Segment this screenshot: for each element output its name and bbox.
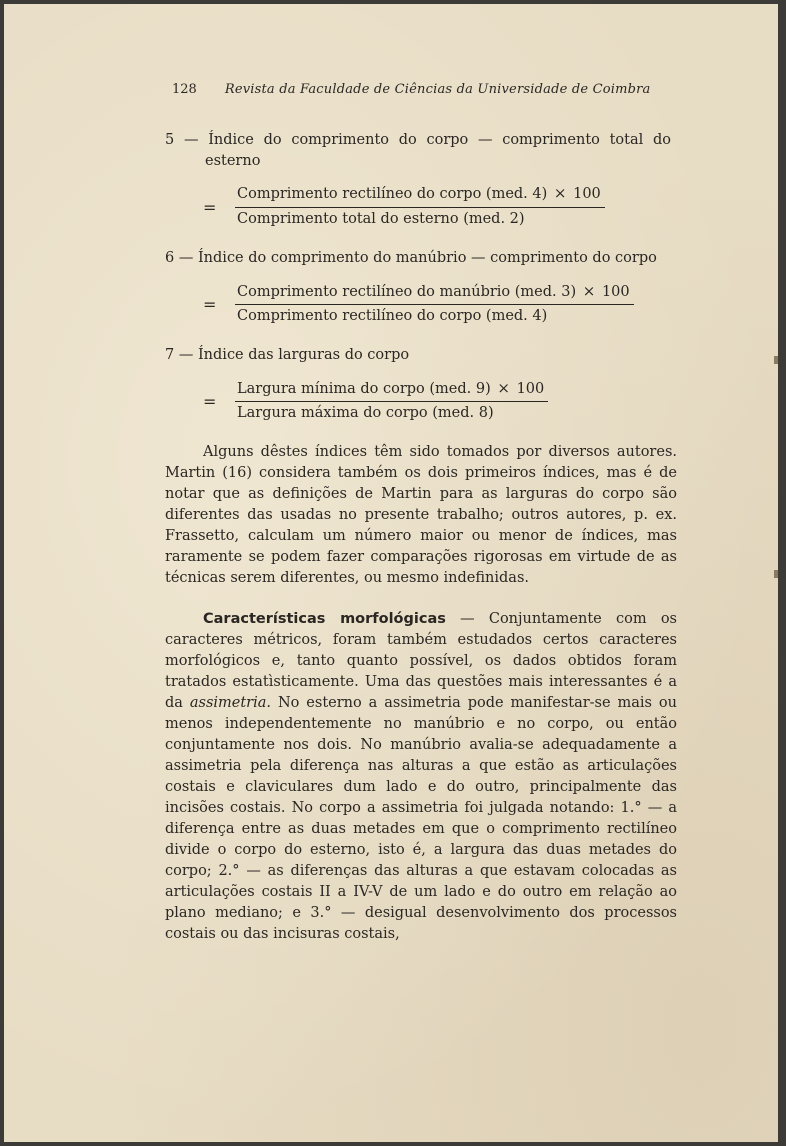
item-title-text: — Índice do comprimento do corpo — comprimento total do esterno — [183, 132, 671, 169]
item-title-text: — Índice das larguras do corpo — [178, 346, 410, 363]
index-item-5 — [165, 130, 677, 230]
index-item-title — [165, 345, 677, 366]
fraction-numerator — [235, 281, 634, 306]
italic-term: assimetria. — [189, 695, 272, 712]
index-item-title — [165, 130, 677, 171]
equals-sign: = — [203, 392, 217, 412]
times-sign: × — [497, 378, 510, 397]
section-heading: Características morfológicas — [203, 611, 446, 628]
page-body — [165, 130, 677, 945]
paragraph-text: — Conjuntamente com os caracteres métricos, foram também estudados certos caracteres morfológicos e, tanto quanto possível, os dados obtidos foram tratados estatìsticamente. Uma das questões mais interessantes é a da — [165, 611, 678, 712]
index-item-7 — [165, 345, 677, 424]
item-number: 6 — [165, 249, 175, 266]
fraction-denominator: Comprimento total do esterno (med. 2) — [237, 211, 525, 228]
numerator-text: Comprimento rectilíneo do corpo (med. 4) — [237, 186, 548, 203]
factor: 100 — [516, 380, 545, 397]
document-page — [4, 4, 778, 1142]
item-title-text: — Índice do comprimento do manúbrio — comprimento do corpo — [178, 249, 657, 266]
fraction — [235, 183, 605, 229]
running-header — [172, 82, 651, 97]
index-formula — [203, 378, 677, 424]
fraction-denominator: Largura máxima do corpo (med. 8) — [237, 405, 494, 422]
numerator-text: Largura mínima do corpo (med. 9) — [237, 380, 491, 397]
index-item-title — [165, 248, 677, 269]
journal-title: Revista da Faculdade de Ciências da Universidade de Coimbra — [224, 82, 651, 97]
factor: 100 — [573, 186, 601, 203]
factor: 100 — [601, 283, 630, 300]
times-sign: × — [553, 184, 567, 203]
equals-sign: = — [203, 295, 217, 315]
times-sign: × — [582, 281, 596, 300]
item-number: 7 — [165, 346, 175, 363]
fraction-denominator: Comprimento rectilíneo do corpo (med. 4) — [237, 308, 548, 325]
body-paragraph-morphology — [165, 609, 677, 945]
numerator-text: Comprimento rectilíneo do manúbrio (med. 3) — [237, 283, 577, 300]
body-paragraph-indices: Alguns dêstes índices têm sido tomados por diversos autores. Martin (16) considera também os dois primeiros índices, mas é de notar que as definições de Martin para as larguras do corpo são diferentes das usadas no presente trabalho; outros autores, p. ex. Frassetto, calculam um número maior ou menor de índices, mas raramente se podem fazer comparações rigorosas em virtude de as técnicas serem diferentes, ou mesmo indefinidas. — [165, 444, 677, 587]
page-number: 128 — [172, 82, 197, 97]
page-edge-mark — [774, 570, 778, 578]
paragraph-text: No esterno a assimetria pode manifestar-se mais ou menos independentemente no manúbrio e no corpo, ou então conjuntamente nos dois. No manúbrio avalia-se adequadamente a assimetria pela diferença nas alturas a que estão as articulações costais e claviculares dum lado e do outro, principalmente das incisões costais. No corpo a assimetria foi julgada notando: 1.° — a diferença entre as duas metades em que o comprimento rectilíneo divide o corpo do esterno, isto é, a largura das duas metades do corpo; 2.° — as diferenças das alturas a que estavam colocadas as articulações costais II a IV-V de um lado e do outro em relação ao plano mediano; e 3.° — desigual desenvolvimento dos processos costais ou das incisuras costais, — [165, 695, 677, 943]
index-formula — [203, 183, 677, 229]
index-formula — [203, 281, 677, 327]
index-item-6 — [165, 248, 677, 327]
fraction — [235, 378, 548, 424]
fraction-numerator — [235, 378, 548, 403]
equals-sign: = — [203, 198, 217, 218]
page-edge-mark — [774, 356, 778, 364]
item-number: 5 — [165, 132, 175, 148]
fraction — [235, 281, 634, 327]
fraction-numerator — [235, 183, 605, 208]
